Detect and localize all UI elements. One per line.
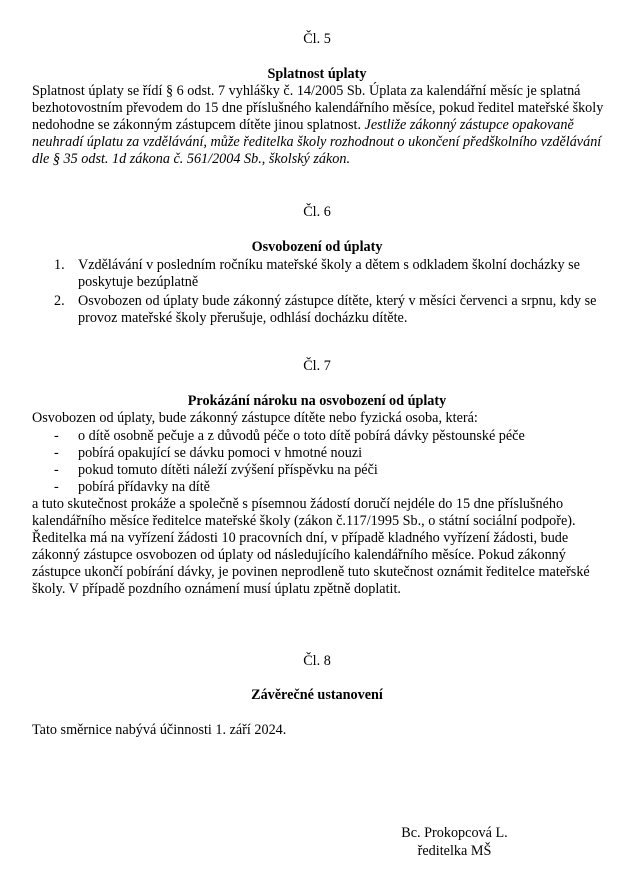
list-item-text: pokud tomuto dítěti náleží zvýšení příspěvku na péči — [78, 462, 378, 478]
article-6-label: Čl. 6 — [303, 204, 331, 220]
list-item-text: Vzdělávání v posledním ročníku mateřské školy a dětem s odkladem školní docházky se poskytuje bezúplatně — [78, 257, 580, 290]
article-5-label: Čl. 5 — [303, 31, 331, 47]
article-7-label: Čl. 7 — [303, 358, 331, 374]
list-item — [32, 479, 602, 496]
list-item-dash: - — [54, 462, 59, 478]
list-item — [32, 462, 602, 479]
article-6-heading: Osvobození od úplaty — [251, 239, 383, 255]
list-item-number: 1. — [54, 257, 65, 273]
list-item-text: Osvobozen od úplaty bude zákonný zástupce dítěte, který v měsíci červenci a srpnu, kdy se provoz mateřské školy přerušuje, odhlásí docházku dítěte. — [78, 293, 597, 326]
article-8-label: Čl. 8 — [303, 653, 331, 669]
list-item — [32, 293, 602, 327]
article-7-intro: Osvobozen od úplaty, bude zákonný zástupce dítěte nebo fyzická osoba, která: — [32, 410, 478, 426]
article-5-text-plain: Splatnost úplaty se řídí § 6 odst. 7 vyhlášky č. 14/2005 Sb. Úplata za kalendářní měsíc je splatná bezhotovostním převodem do 15 dne příslušného kalendářního měsíce, pokud ředitel mateřské školy nedohodne se zákonným zástupcem dítěte jinou splatnost. — [32, 83, 604, 133]
list-item-dash: - — [54, 428, 59, 444]
list-item-text: pobírá opakující se dávku pomoci v hmotné nouzi — [78, 445, 363, 461]
article-6-list — [32, 257, 602, 327]
list-item — [32, 257, 602, 291]
signature-name: Bc. Prokopcová L. — [401, 825, 508, 841]
list-item — [32, 445, 602, 462]
article-7-list — [32, 428, 602, 496]
article-5-text — [32, 83, 607, 168]
article-7-heading: Prokázání nároku na osvobození od úplaty — [187, 393, 447, 409]
list-item-text: pobírá přídavky na dítě — [78, 479, 210, 495]
article-5-heading: Splatnost úplaty — [267, 66, 367, 82]
list-item-text: o dítě osobně pečuje a z důvodů péče o toto dítě pobírá dávky pěstounské péče — [78, 428, 525, 444]
list-item-dash: - — [54, 479, 59, 495]
list-item-number: 2. — [54, 293, 65, 309]
article-5-text-italic: Jestliže zákonný zástupce opakovaně neuhradí úplatu za vzdělávání, může ředitelka školy rozhodnout o ukončení předškolního vzdělávání dle § 35 odst. 1d zákona č. 561/2004 Sb., školský zákon. — [32, 117, 602, 167]
article-8-heading: Závěrečné ustanovení — [251, 687, 383, 703]
list-item-dash: - — [54, 445, 59, 461]
signature-role: ředitelka MŠ — [417, 843, 492, 859]
article-7-closing: a tuto skutečnost prokáže a společně s písemnou žádostí doručí nejdéle do 15 dne příslušného kalendářního měsíce ředitelce mateřské školy (zákon č.117/1995 Sb., o státní sociální podpoře). Ředitelka má na vyřízení žádosti 10 pracovních dní, v případě kladného vyřízení žádosti, bude zákonný zástupce osvobozen od úplaty od následujícího kalendářního měsíce. Pokud zákonný zástupce ukončí pobírání dávky, je povinen neprodleně tuto skutečnost oznámit ředitelce mateřské školy. V případě pozdního oznámení musí úplatu zpětně doplatit. — [32, 496, 590, 597]
list-item — [32, 428, 602, 445]
article-8-text: Tato směrnice nabývá účinnosti 1. září 2024. — [32, 722, 287, 738]
